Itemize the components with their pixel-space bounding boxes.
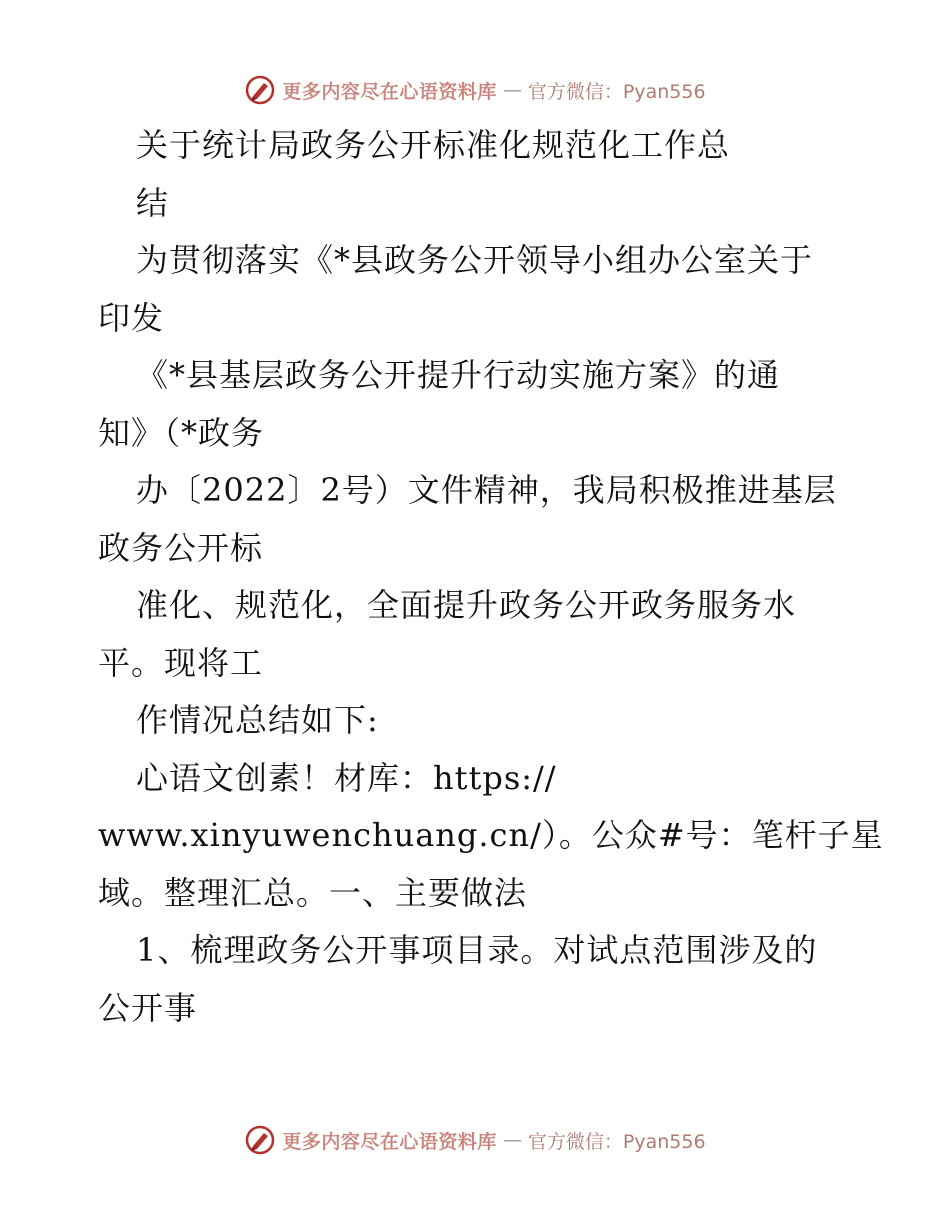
doc-title-line-2: 结 bbox=[136, 183, 170, 222]
paragraph-line: 《*县基层政务公开提升行动实施方案》的通 bbox=[136, 356, 781, 394]
paragraph-line: 办〔2022〕2号）文件精神，我局积极推进基层 bbox=[136, 471, 837, 509]
doc-title-line-1: 关于统计局政务公开标准化规范化工作总 bbox=[136, 126, 731, 164]
banner-dash: — bbox=[502, 79, 522, 101]
pen-logo-icon bbox=[244, 1124, 276, 1156]
paragraph-line: 作情况总结如下: bbox=[136, 701, 379, 739]
paragraph-line: 印发 bbox=[98, 298, 165, 337]
pen-logo-icon bbox=[244, 74, 276, 106]
paragraph-line: www.xinyuwenchuang.cn/）。公众#号：笔杆子星 bbox=[98, 816, 884, 854]
document-body bbox=[98, 117, 884, 1037]
paragraph-line: 1、梳理政务公开事项目录。对试点范围涉及的 bbox=[136, 931, 818, 969]
banner-title: 更多内容尽在心语资料库 bbox=[282, 80, 497, 103]
banner-contact: 官方微信：Pyan556 bbox=[527, 1130, 706, 1153]
header-banner bbox=[0, 70, 950, 110]
paragraph-line: 知》（*政务 bbox=[98, 413, 265, 452]
paragraph-line: 域。整理汇总。一、主要做法 bbox=[98, 873, 528, 912]
paragraph-line: 平。现将工 bbox=[98, 643, 264, 682]
paragraph-line: 心语文创素！材库：https:// bbox=[136, 758, 557, 797]
paragraph-line: 为贯彻落实《*县政务公开领导小组办公室关于 bbox=[136, 241, 814, 279]
banner-title: 更多内容尽在心语资料库 bbox=[282, 1130, 497, 1153]
footer-banner bbox=[0, 1120, 950, 1160]
paragraph-line: 准化、规范化，全面提升政务公开政务服务水 bbox=[136, 586, 797, 624]
banner-dash: — bbox=[502, 1129, 522, 1151]
banner-contact: 官方微信：Pyan556 bbox=[527, 80, 706, 103]
paragraph-line: 政务公开标 bbox=[98, 528, 264, 567]
paragraph-line: 公开事 bbox=[98, 988, 198, 1027]
